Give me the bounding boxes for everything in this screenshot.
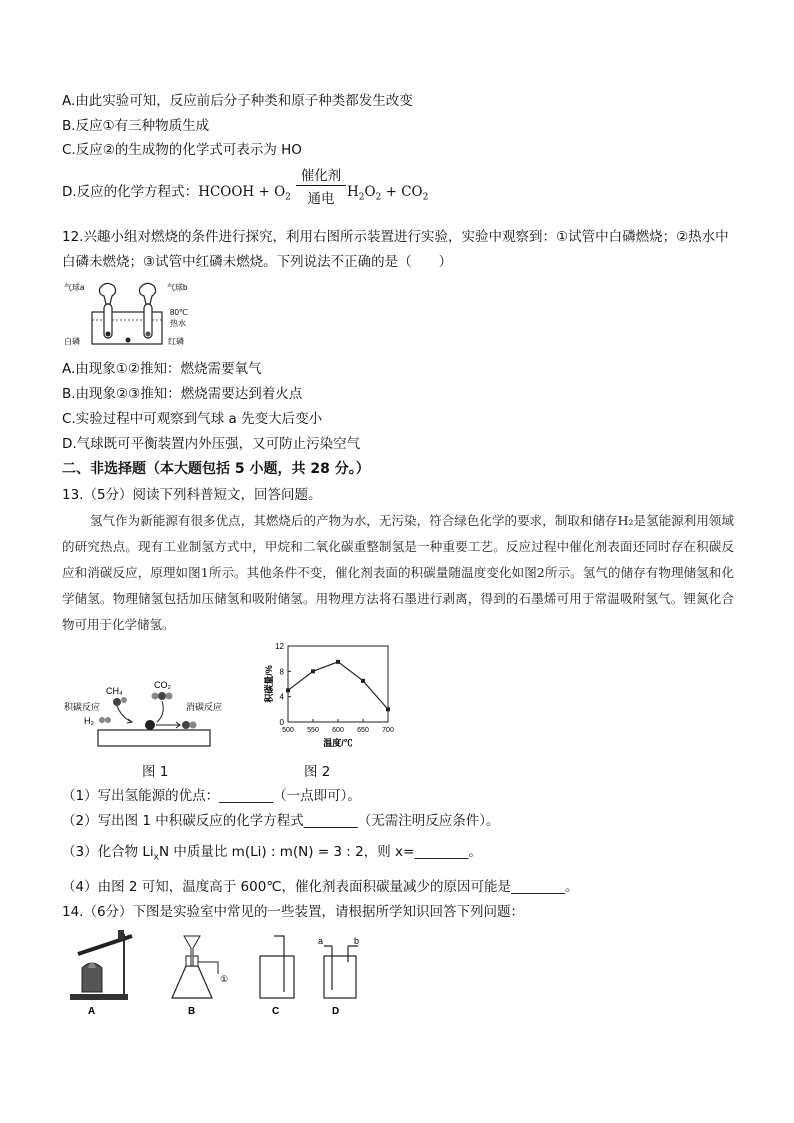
q12-option-b: B.由现象②③推知：燃烧需要达到着火点	[62, 386, 303, 402]
x-tick-label: 600	[332, 727, 344, 734]
h2-atom-1	[99, 717, 105, 723]
x-tick-label: 550	[307, 727, 319, 734]
d-port-b: b	[354, 936, 360, 946]
y-tick-label: 12	[275, 642, 284, 651]
q14-apparatus-figure	[62, 926, 362, 1018]
electrolysis-label: 通电	[307, 191, 335, 207]
co-product-c	[182, 721, 190, 729]
q13-stem: 13.（5分）阅读下列科普短文，回答问题。	[62, 487, 322, 503]
y-tick-label: 8	[279, 667, 284, 677]
co2-arrow	[157, 701, 163, 722]
q12-option-c: C.实验过程中可观察到气球 a 先变大后变小	[62, 411, 323, 427]
red-phosphorus-tube	[146, 332, 151, 337]
figure-2-chart	[264, 640, 404, 752]
deposit-arrow	[117, 706, 132, 722]
carbon-deposit	[145, 720, 155, 730]
q11-option-d	[62, 183, 291, 207]
q13-passage: 氢气作为新能源有很多优点，其燃烧后的产物为水，无污染，符合绿色化学的要求，制取和储存H₂是氢能源利用领域的研究热点。现有工业制氢方式中，甲烷和二氧化碳重整制氢是一种重要工艺。反应过程中催化剂表面还同时存在积碳反应和消碳反应，原理如图1所示。其他条件不变，催化剂表面的积碳量随温度变化如图2所示。氢气的储存有物理储氢和化学储氢。物理储氢包括加压储氢和吸附储氢。用物理方法将石墨进行剥离，得到的石墨烯可用于常温吸附氢气。锂氮化合物可用于化学储氢。	[62, 513, 734, 632]
figure-1-caption: 图 1	[142, 764, 169, 780]
catalyst-surface	[98, 730, 210, 746]
y-tick-label: 0	[279, 718, 284, 727]
apparatus-b	[172, 936, 228, 1017]
q14-stem: 14.（6分）下图是实验室中常见的一些装置，请根据所学知识回答下列问题：	[62, 904, 525, 920]
apparatus-a	[70, 930, 132, 1017]
figure-2-caption: 图 2	[304, 764, 331, 780]
figure-1-diagram	[62, 670, 252, 750]
x-tick-label: 500	[282, 727, 294, 734]
a-base	[70, 994, 128, 1000]
label-b: B	[188, 1006, 196, 1017]
balloon-a-label: 气球a	[64, 283, 85, 292]
red-phosphorus-label: 红磷	[168, 337, 184, 346]
methane-molecule	[113, 698, 121, 706]
carbon-deposit-line	[288, 662, 388, 710]
h2-atom-2	[105, 717, 111, 723]
q13-question-1: （1）写出氢能源的优点：________（一点即可）。	[62, 788, 361, 804]
label-a: A	[88, 1006, 96, 1017]
q11-option-c: C.反应②的生成物的化学式可表示为 HO	[62, 142, 302, 158]
co2-label: CO₂	[154, 680, 171, 690]
apparatus-c	[260, 936, 294, 1017]
q13-question-4: （4）由图 2 可知，温度高于 600℃，催化剂表面积碳量减少的原因可能是________。	[62, 879, 579, 895]
x-axis-label: 温度/℃	[323, 738, 353, 748]
data-point	[311, 669, 315, 673]
a-clamp	[118, 930, 124, 940]
temp-label: 80℃	[170, 308, 188, 317]
methane-h-atom	[121, 697, 127, 703]
d-port-a: a	[318, 936, 324, 946]
d-bottle	[324, 956, 356, 998]
white-phosphorus-tube	[106, 332, 111, 337]
q12-stem-line2: 白磷未燃烧；③试管中红磷未燃烧。下列说法不正确的是（ ）	[62, 254, 453, 270]
data-point	[361, 679, 365, 683]
section-2-title: 二、非选择题（本大题包括 5 小题，共 28 分。）	[62, 461, 370, 477]
apparatus-d	[318, 936, 359, 1017]
q13-question-2: （2）写出图 1 中积碳反应的化学方程式________（无需注明反应条件）。	[62, 813, 500, 829]
co2-oxygen-left	[152, 693, 159, 700]
q12-combustion-apparatus	[62, 278, 202, 348]
co2-oxygen-right	[166, 693, 173, 700]
data-point	[336, 660, 340, 664]
b-marker: ①	[220, 974, 229, 984]
label-c: C	[272, 1006, 280, 1017]
white-phosphorus-water	[126, 338, 131, 343]
c-jar	[260, 956, 294, 998]
q12-stem-line1: 12.兴趣小组对燃烧的条件进行探究，利用右图所示装置进行实验，实验中观察到：①试管中白磷燃烧；②热水中	[62, 229, 729, 245]
q13-question-3: （3）化合物 $Li_xN$ 中质量比 m(Li) : m(N) = 3 : 2，则 x=________。	[62, 844, 482, 863]
label-d: D	[332, 1006, 340, 1017]
balloon-b	[140, 283, 156, 304]
balloon-a	[100, 283, 116, 304]
q11-option-b: B.反应①有三种物质生成	[62, 118, 210, 134]
equation-right: $H_2O_2 + CO_2$	[347, 184, 429, 203]
white-phosphorus-label: 白磷	[64, 337, 80, 346]
co2-carbon	[158, 692, 166, 700]
b-flask	[172, 966, 212, 998]
y-axis-label: 积碳量/%	[264, 665, 274, 703]
deposit-label: 积碳反应	[64, 702, 101, 712]
chart-frame	[288, 646, 388, 722]
equation-left: HCOOH + $O_2$	[198, 184, 291, 203]
ch4-label: CH₄	[106, 686, 123, 696]
water-label: 热水	[170, 319, 186, 328]
x-tick-label: 700	[382, 727, 394, 734]
data-point	[386, 707, 390, 711]
option-d-prefix: D.反应的化学方程式：	[62, 184, 199, 200]
y-tick-label: 4	[279, 692, 284, 702]
data-point	[286, 688, 290, 692]
q11-option-a: A.由此实验可知，反应前后分子种类和原子种类都发生改变	[62, 93, 413, 109]
balloon-b-label: 气球b	[167, 283, 188, 292]
co-product-o	[190, 722, 197, 729]
q12-option-a: A.由现象①②推知：燃烧需要氧气	[62, 361, 262, 377]
h2-label: H₂	[84, 716, 94, 726]
remove-label: 消碳反应	[186, 702, 223, 712]
x-tick-label: 650	[357, 727, 369, 734]
catalyst-label: 催化剂	[296, 164, 346, 186]
equation-condition	[296, 164, 346, 207]
q12-option-d: D.气球既可平衡装置内外压强，又可防止污染空气	[62, 436, 361, 452]
